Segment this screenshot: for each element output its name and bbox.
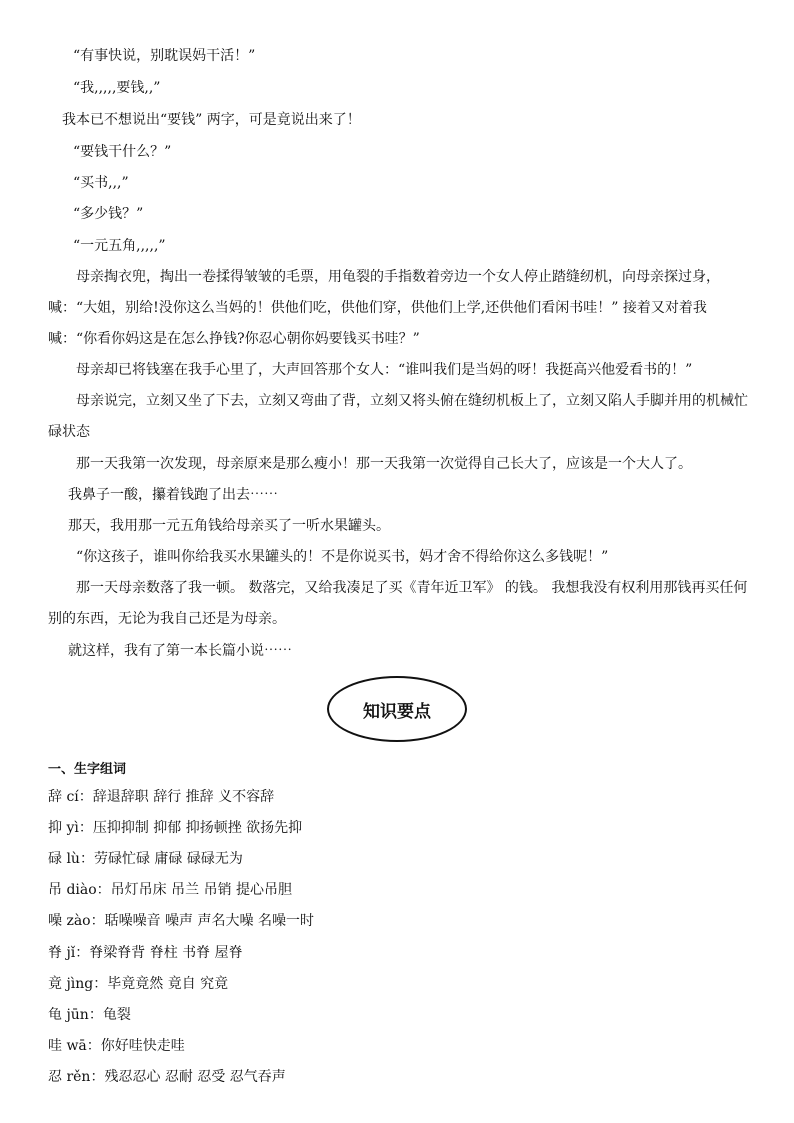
- story-paragraph: 母亲掏衣兜，掏出一卷揉得皱皱的毛票，用龟裂的手指数着旁边一个女人停止踏缝纫机，向母亲探过身，喊：“大姐，别给!没你这么当妈的！供他们吃，供他们穿，供他们上学,还供他们看闲书哇！” 接着又对着我喊：“你看你妈这是在怎么挣钱?你忍心朝你妈要钱买书哇？”: [48, 269, 720, 347]
- vocab-item: 吊 diào：吊灯吊床 吊兰 吊销 提心吊胆: [48, 882, 293, 898]
- story-paragraph: “你这孩子，谁叫你给我买水果罐头的！不是你说买书，妈才舍不得给你这么多钱呢！”: [76, 549, 609, 565]
- story-paragraph: 那一天我第一次发现，母亲原来是那么瘦小！那一天我第一次觉得自己长大了，应该是一个大人了。: [76, 456, 692, 472]
- vocab-item: 碌 lù：劳碌忙碌 庸碌 碌碌无为: [48, 851, 243, 867]
- vocab-item: 竟 jìng：毕竟竟然 竟自 究竟: [48, 976, 229, 992]
- vocab-item: 脊 jǐ：脊梁脊背 脊柱 书脊 屋脊: [48, 945, 243, 961]
- story-paragraph: 母亲说完，立刻又坐了下去，立刻又弯曲了背，立刻又将头俯在缝纫机板上了，立刻又陷人手脚并用的机械忙碌状态: [48, 393, 748, 440]
- vocab-item: 哇 wā：你好哇快走哇: [48, 1038, 185, 1054]
- story-paragraph: 母亲却已将钱塞在我手心里了，大声回答那个女人：“谁叫我们是当妈的呀！我挺高兴他爱看书的！”: [76, 362, 693, 378]
- story-paragraph: 那一天母亲数落了我一顿。 数落完，又给我凑足了买《青年近卫军》 的钱。 我想我没有权利用那钱再买任何别的东西，无论为我自己还是为母亲。: [48, 580, 748, 627]
- knowledge-points-badge: [327, 676, 467, 742]
- story-line: “一元五角,,,,,”: [73, 238, 166, 254]
- story-paragraph: 就这样，我有了第一本长篇小说⋯⋯: [68, 643, 292, 659]
- vocab-item: 噪 zào：聒噪噪音 噪声 声名大噪 名噪一时: [48, 913, 314, 929]
- story-paragraph: 那天，我用那一元五角钱给母亲买了一听水果罐头。: [68, 518, 390, 534]
- story-paragraph: 我鼻子一酸，攥着钱跑了出去⋯⋯: [68, 487, 278, 503]
- section-title: 一、生字组词: [48, 762, 127, 777]
- story-line: “多少钱？”: [73, 206, 144, 222]
- story-line: 我本已不想说出“要钱” 两字，可是竟说出来了！: [62, 112, 361, 128]
- story-line: “我,,,,,要钱,,”: [73, 80, 161, 96]
- story-line: “要钱干什么？”: [73, 144, 172, 160]
- badge-label: 知识要点: [363, 701, 431, 722]
- story-line: “有事快说，别耽误妈干活！”: [73, 48, 256, 64]
- vocab-item: 忍 rěn：残忍忍心 忍耐 忍受 忍气吞声: [48, 1069, 286, 1085]
- vocab-item: 抑 yì：压抑抑制 抑郁 抑扬顿挫 欲扬先抑: [48, 820, 303, 836]
- story-line: “买书,,,”: [73, 175, 129, 191]
- vocab-item: 龟 jūn：龟裂: [48, 1007, 131, 1023]
- vocab-item: 辞 cí：辞退辞职 辞行 推辞 义不容辞: [48, 789, 275, 805]
